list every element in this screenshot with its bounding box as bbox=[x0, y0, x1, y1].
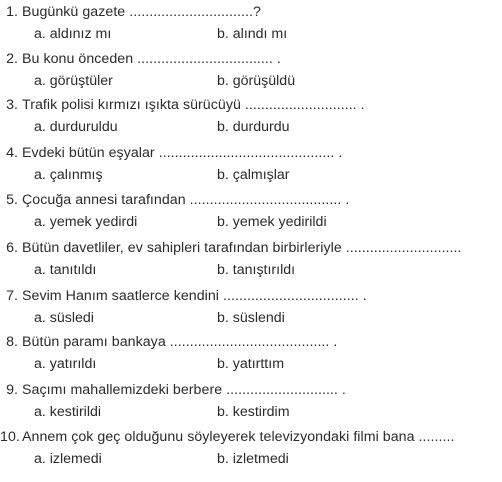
option-a: a. tanıtıldı bbox=[34, 262, 97, 278]
question-text: Çocuğa annesi tarafından ...................................... . bbox=[22, 192, 350, 208]
option-b: b. yatırttım bbox=[217, 356, 285, 372]
question-number: 3. bbox=[6, 97, 18, 113]
option-a: a. yemek yedirdi bbox=[34, 214, 138, 230]
option-b: b. yemek yedirildi bbox=[217, 214, 327, 230]
option-b: b. görüşüldü bbox=[217, 73, 296, 89]
option-a: a. izlemedi bbox=[34, 451, 102, 467]
question-stem bbox=[0, 95, 365, 115]
option-a: a. aldınız mı bbox=[34, 26, 112, 42]
question-number: 7. bbox=[6, 288, 18, 304]
question-text: Bütün davetliler, ev sahipleri tarafından birbirleriyle ............................. bbox=[22, 240, 462, 256]
option-a: a. süsledi bbox=[34, 310, 94, 326]
question-stem bbox=[0, 143, 342, 163]
option-a: a. kestirildi bbox=[34, 404, 102, 420]
question-number: 6. bbox=[6, 240, 18, 256]
question-text: Bugünkü gazete ...............................? bbox=[22, 4, 261, 20]
option-b: b. alındı mı bbox=[217, 26, 288, 42]
question-text: Bu konu önceden .................................. . bbox=[22, 51, 281, 67]
option-a: a. çalınmış bbox=[34, 167, 103, 183]
option-b: b. çalmışlar bbox=[217, 167, 290, 183]
question-text: Evdeki bütün eşyalar ............................................ . bbox=[22, 145, 343, 161]
option-a: a. yatırıldı bbox=[34, 356, 97, 372]
question-stem bbox=[0, 2, 261, 22]
question-number: 5. bbox=[6, 192, 18, 208]
question-text: Bütün paramı bankaya ........................................ . bbox=[22, 334, 338, 350]
question-text: Saçımı mahallemizdeki berbere ............................ . bbox=[22, 382, 346, 398]
option-b: b. izletmedi bbox=[217, 451, 289, 467]
question-text: Sevim Hanım saatlerce kendini .................................. . bbox=[22, 288, 367, 304]
option-b: b. tanıştırıldı bbox=[217, 262, 296, 278]
question-number: 9. bbox=[6, 382, 18, 398]
question-stem bbox=[0, 49, 281, 69]
question-stem bbox=[0, 332, 337, 352]
question-number: 8. bbox=[6, 334, 18, 350]
question-stem bbox=[0, 286, 367, 306]
question-text: Annem çok geç olduğunu söyleyerek televizyondaki filmi bana ......... bbox=[22, 429, 455, 445]
question-number: 1. bbox=[6, 4, 18, 20]
option-a: a. durduruldu bbox=[34, 119, 118, 135]
question-stem bbox=[0, 190, 349, 210]
option-b: b. kestirdim bbox=[217, 404, 290, 420]
question-number: 10. bbox=[0, 429, 20, 445]
option-a: a. görüştüler bbox=[34, 73, 113, 89]
question-stem bbox=[0, 238, 462, 258]
question-text: Trafik polisi kırmızı ışıkta sürücüyü ............................ . bbox=[22, 97, 365, 113]
option-b: b. durdurdu bbox=[217, 119, 290, 135]
option-b: b. süslendi bbox=[217, 310, 285, 326]
question-number: 4. bbox=[6, 145, 18, 161]
question-number: 2. bbox=[6, 51, 18, 67]
question-stem bbox=[0, 380, 346, 400]
question-stem bbox=[0, 427, 454, 447]
